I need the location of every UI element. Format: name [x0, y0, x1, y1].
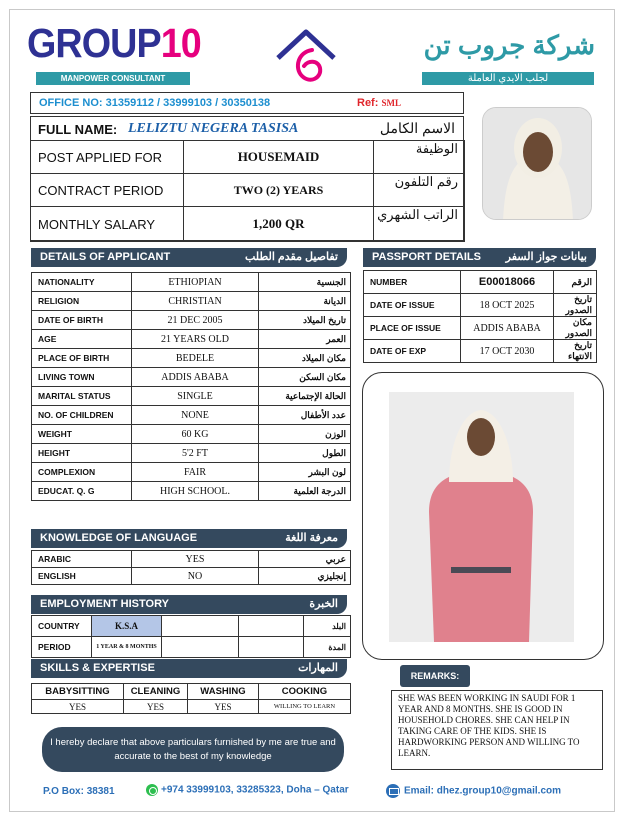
skill-header: CLEANING [124, 684, 188, 700]
field-label-ar: الوزن [259, 425, 351, 444]
field-label: DATE OF ISSUE [364, 294, 461, 317]
field-value: 5'2 FT [132, 444, 259, 463]
section-title: EMPLOYMENT HISTORY [40, 598, 169, 610]
field-value: NONE [132, 406, 259, 425]
field-label-ar: مكان الصدور [554, 317, 597, 340]
remarks-text: SHE WAS BEEN WORKING IN SAUDI FOR 1 YEAR AND 8 MONTHS. SHE IS GOOD IN HOUSEHOLD CHORES. SHE CAN HELP IN TAKING CARE OF THE KIDS. SHE IS HARDWORKING PERSON AND WILLING TO LEARN. [391, 690, 603, 770]
full-name-ar: الاسم الكامل [379, 120, 455, 136]
field-label-ar: عدد الأطفال [259, 406, 351, 425]
ref-label: Ref: [357, 97, 379, 109]
table-row [364, 317, 597, 340]
period-ar: المدة [304, 637, 351, 658]
post-ar: الوظيفة [373, 140, 465, 174]
office-numbers: OFFICE NO: 31359112 / 33999103 / 30350138 [39, 97, 271, 109]
table-row [32, 425, 351, 444]
phone-line [146, 784, 349, 796]
contract-ar: رقم التلفون [373, 173, 465, 207]
section-skills [31, 659, 347, 678]
table-row [32, 637, 351, 658]
logo-text: GROUP [27, 20, 161, 66]
country-label: COUNTRY [32, 616, 92, 637]
section-title: DETAILS OF APPLICANT [40, 251, 171, 263]
table-row [32, 463, 351, 482]
full-name-row [30, 116, 464, 141]
field-value: FAIR [132, 463, 259, 482]
table-row [32, 482, 351, 501]
remarks-header: REMARKS: [400, 665, 470, 687]
full-name-label: FULL NAME: [38, 122, 118, 137]
declaration: I hereby declare that above particulars furnished by me are true and accurate to the best of my knowledge [42, 727, 344, 772]
table-row [364, 340, 597, 363]
table-row [32, 684, 351, 700]
table-row [32, 311, 351, 330]
field-label-ar: لون البشر [259, 463, 351, 482]
section-title-ar: بيانات جواز السفر [505, 251, 587, 263]
field-label: NATIONALITY [32, 273, 132, 292]
email-line [386, 784, 561, 798]
passport-table [363, 270, 597, 363]
field-label: LIVING TOWN [32, 368, 132, 387]
field-label-ar: عربي [259, 551, 351, 568]
skill-value: YES [188, 700, 259, 714]
contract-value: TWO (2) YEARS [183, 173, 374, 207]
section-title: PASSPORT DETAILS [372, 251, 481, 263]
applicant-portrait-photo [482, 107, 592, 220]
field-label: WEIGHT [32, 425, 132, 444]
field-value: CHRISTIAN [132, 292, 259, 311]
field-value: HIGH SCHOOL. [132, 482, 259, 501]
section-language [31, 529, 347, 548]
section-title-ar: الخبرة [309, 598, 338, 610]
table-row [32, 616, 351, 637]
section-title-ar: المهارات [298, 662, 338, 674]
empty-cell [239, 616, 304, 637]
empty-cell [162, 637, 239, 658]
country-ar: البلد [304, 616, 351, 637]
skills-table [31, 683, 351, 714]
skill-header: WASHING [188, 684, 259, 700]
summary-table [30, 116, 464, 241]
field-value: ETHIOPIAN [132, 273, 259, 292]
field-label: MARITAL STATUS [32, 387, 132, 406]
field-label-ar: تاريخ الانتهاء [554, 340, 597, 363]
post-label: POST APPLIED FOR [30, 140, 184, 174]
field-label-ar: إنجليزي [259, 568, 351, 585]
table-row [32, 700, 351, 714]
field-value: 60 KG [132, 425, 259, 444]
field-value: YES [132, 551, 259, 568]
table-row [32, 387, 351, 406]
empty-cell [239, 637, 304, 658]
field-label-ar: مكان السكن [259, 368, 351, 387]
field-label: HEIGHT [32, 444, 132, 463]
table-row [32, 406, 351, 425]
country-value: K.S.A [92, 616, 162, 637]
phone-numbers: +974 33999103, 33285323, Doha – Qatar [161, 784, 349, 796]
skill-header: COOKING [259, 684, 351, 700]
field-label: DATE OF EXP [364, 340, 461, 363]
whatsapp-icon [146, 784, 158, 796]
field-value: 18 OCT 2025 [461, 294, 554, 317]
table-row [32, 444, 351, 463]
field-value: ADDIS ABABA [132, 368, 259, 387]
skill-value: YES [124, 700, 188, 714]
table-row [32, 551, 351, 568]
field-value: E00018066 [461, 271, 554, 294]
table-row [32, 273, 351, 292]
field-label-ar: مكان الميلاد [259, 349, 351, 368]
field-value: ADDIS ABABA [461, 317, 554, 340]
skill-value: YES [32, 700, 124, 714]
field-value: 21 DEC 2005 [132, 311, 259, 330]
table-row [32, 292, 351, 311]
empty-cell [162, 616, 239, 637]
salary-label: MONTHLY SALARY [30, 206, 184, 242]
email-icon [386, 784, 400, 798]
salary-ar: الراتب الشهري [373, 206, 465, 242]
table-row [32, 568, 351, 585]
field-label-ar: الديانة [259, 292, 351, 311]
field-label: ARABIC [32, 551, 132, 568]
section-employment [31, 595, 347, 614]
field-label: NUMBER [364, 271, 461, 294]
field-label-ar: تاريخ الصدور [554, 294, 597, 317]
language-table [31, 550, 351, 585]
po-box: P.O Box: 38381 [43, 786, 115, 797]
group10-logo [27, 20, 201, 67]
field-label-ar: الدرجة العلمية [259, 482, 351, 501]
table-row [32, 349, 351, 368]
section-title: SKILLS & EXPERTISE [40, 662, 155, 674]
field-label-ar: الطول [259, 444, 351, 463]
ref-value: SML [381, 98, 401, 108]
office-bar [30, 92, 464, 114]
field-label: NO. OF CHILDREN [32, 406, 132, 425]
field-value: BEDELE [132, 349, 259, 368]
employment-table [31, 615, 351, 658]
field-label-ar: العمر [259, 330, 351, 349]
section-title-ar: تفاصيل مقدم الطلب [245, 251, 338, 263]
house-logo-icon [272, 26, 340, 86]
arabic-logo-subtitle: لجلب الايدي العاملة [422, 72, 594, 85]
field-label: DATE OF BIRTH [32, 311, 132, 330]
section-title: KNOWLEDGE OF LANGUAGE [40, 532, 198, 544]
field-value: 21 YEARS OLD [132, 330, 259, 349]
field-label: RELIGION [32, 292, 132, 311]
full-name-value: LELIZTU NEGERA TASISA [128, 121, 299, 136]
logo-number: 10 [160, 20, 201, 66]
skill-value: WILLING TO LEARN [259, 700, 351, 714]
applicant-table [31, 272, 351, 501]
field-label: ENGLISH [32, 568, 132, 585]
field-label: PLACE OF ISSUE [364, 317, 461, 340]
field-label-ar: الجنسية [259, 273, 351, 292]
field-label-ar: تاريخ الميلاد [259, 311, 351, 330]
table-row [364, 294, 597, 317]
salary-value: 1,200 QR [183, 206, 374, 242]
table-row [364, 271, 597, 294]
section-applicant [31, 248, 347, 267]
table-row [32, 368, 351, 387]
table-row [32, 330, 351, 349]
field-label: EDUCAT. Q. G [32, 482, 132, 501]
field-value: 17 OCT 2030 [461, 340, 554, 363]
logo-subtitle: MANPOWER CONSULTANT [36, 72, 190, 85]
field-value: NO [132, 568, 259, 585]
field-label: COMPLEXION [32, 463, 132, 482]
skill-header: BABYSITTING [32, 684, 124, 700]
field-label: PLACE OF BIRTH [32, 349, 132, 368]
field-label-ar: الحالة الإجتماعية [259, 387, 351, 406]
arabic-logo: شركة جروب تن [423, 30, 595, 60]
field-label-ar: الرقم [554, 271, 597, 294]
section-passport [363, 248, 596, 267]
period-value: 1 YEAR & 8 MONTHS [92, 637, 162, 658]
period-label: PERIOD [32, 637, 92, 658]
field-label: AGE [32, 330, 132, 349]
applicant-full-photo [389, 392, 574, 642]
post-value: HOUSEMAID [183, 140, 374, 174]
contract-label: CONTRACT PERIOD [30, 173, 184, 207]
field-value: SINGLE [132, 387, 259, 406]
section-title-ar: معرفة اللغة [285, 532, 338, 544]
email-address[interactable]: Email: dhez.group10@gmail.com [404, 785, 562, 797]
reference [357, 93, 401, 113]
